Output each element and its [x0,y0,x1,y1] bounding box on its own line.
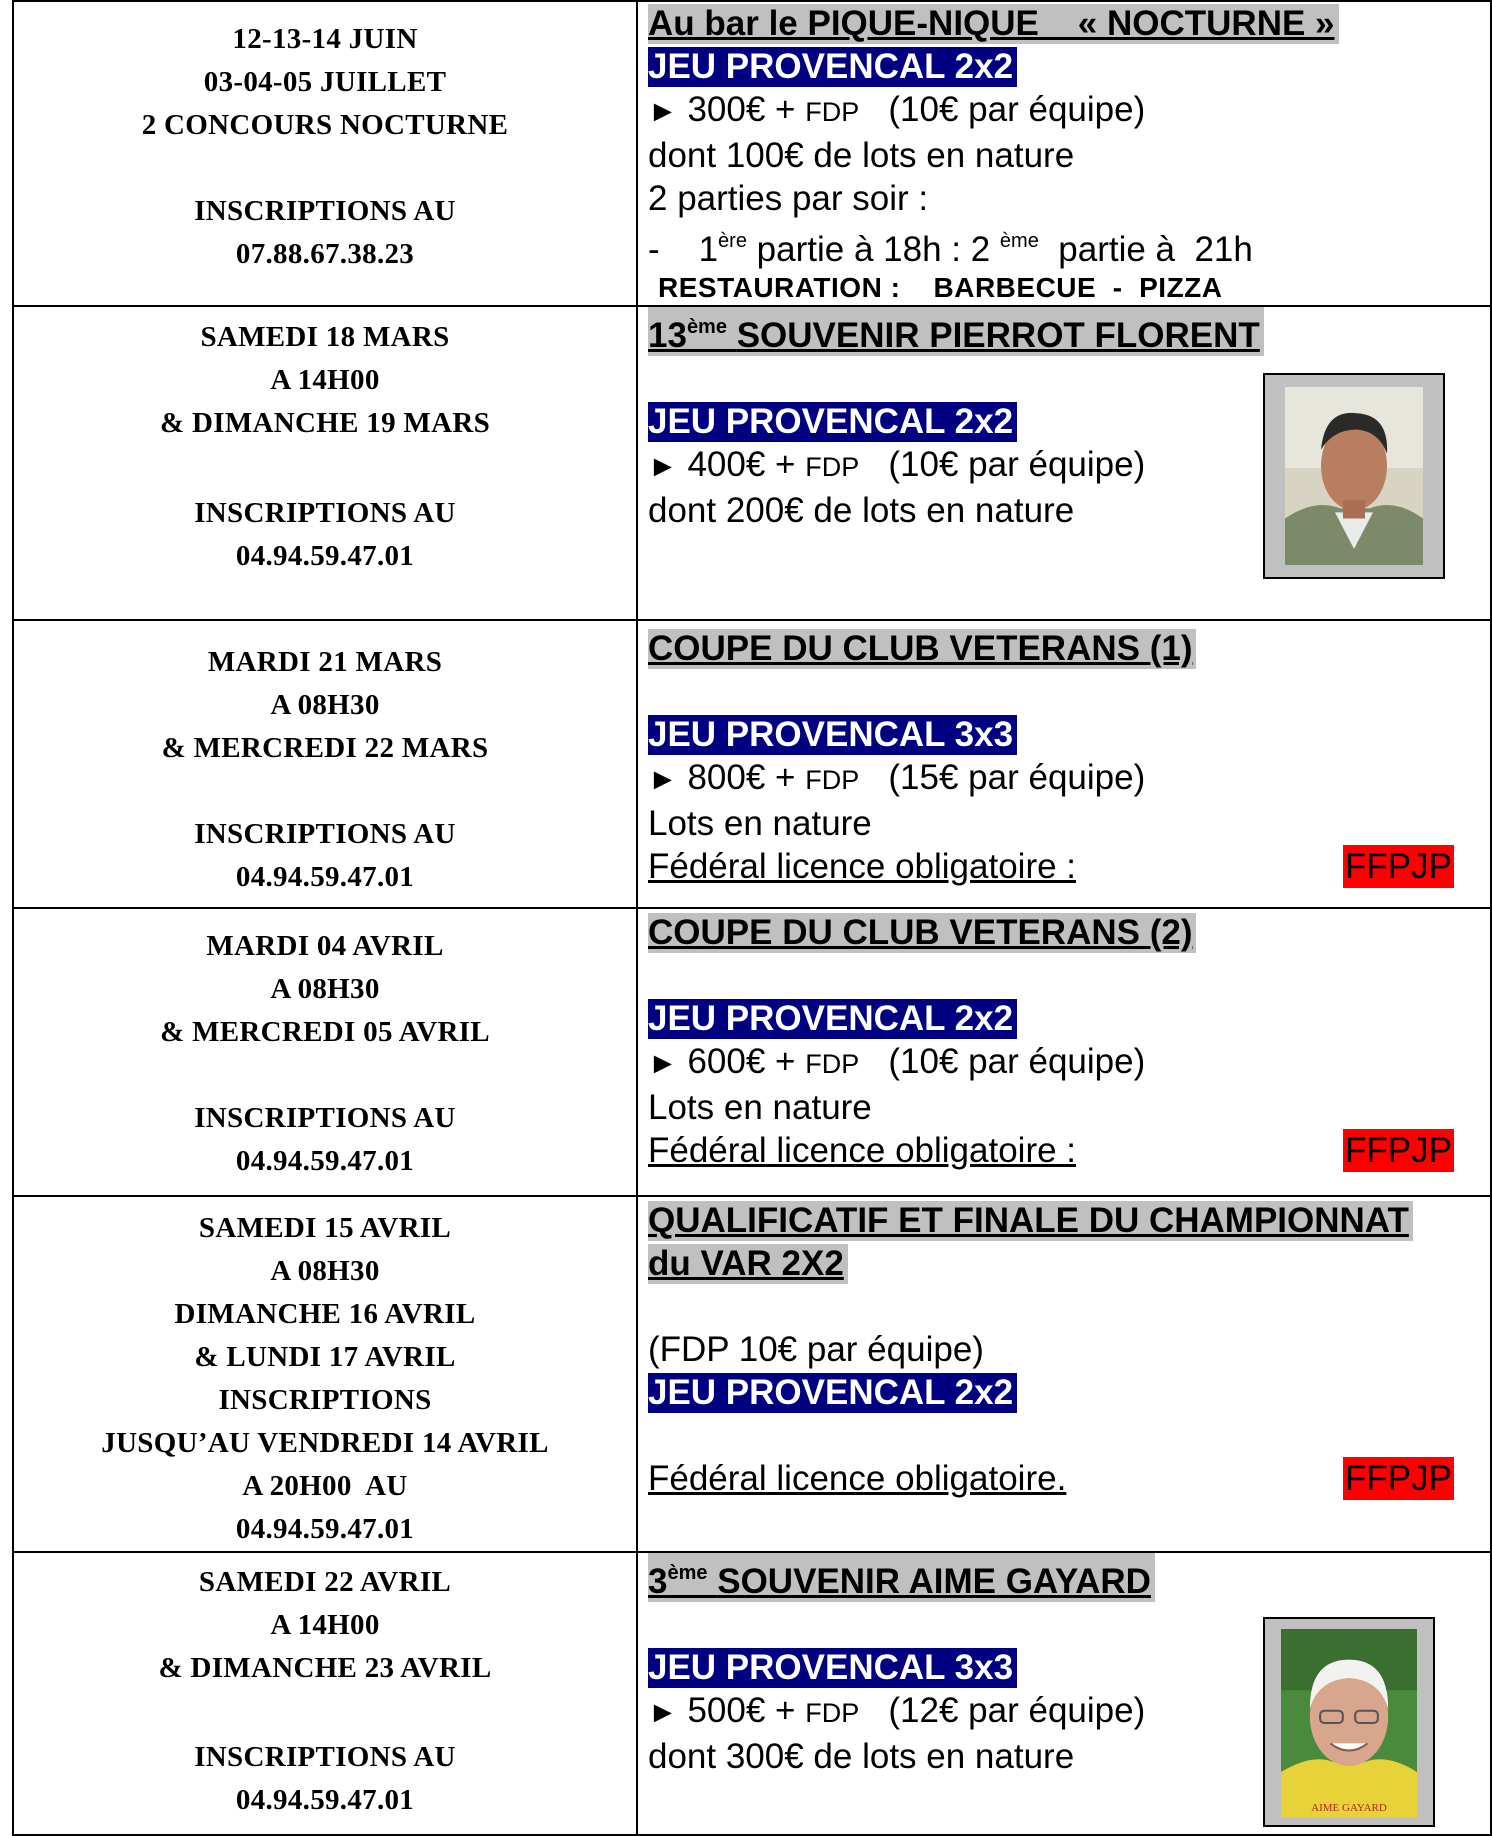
fdp-label: FDP [805,97,860,127]
event-details-cell: COUPE DU CLUB VETERANS (1) JEU PROVENCAL 3x3 ► 800€ + FDP (15€ par équipe) Lots en nature Fédéral licence obligatoire : FFPJP [637,620,1491,908]
table-row [13,306,1491,620]
arrow-right-icon: ► [648,1696,678,1729]
prize-amount: 800€ [687,758,766,797]
inscriptions-label: INSCRIPTIONS AU [194,1102,456,1134]
inscriptions-label: INSCRIPTIONS AU [194,1741,456,1773]
event-title: QUALIFICATIF ET FINALE DU CHAMPIONNAT [648,1201,1413,1241]
portrait-photo [1263,1617,1435,1827]
game-type-badge: JEU PROVENCAL 2x2 [648,402,1017,442]
ordinal-number: 1 [698,230,719,269]
phone-number: 04.94.59.47.01 [235,861,415,893]
date-line: A 14H00 [270,364,380,396]
ordinal-number: 2 [970,230,991,269]
event-details-cell: 13ème SOUVENIR PIERROT FLORENT JEU PROVENCAL 2x2 ► 400€ + FDP (10€ par équipe) dont 200€ de lots en nature [637,306,1491,620]
event-dates-cell [13,1196,637,1552]
fdp-label: FDP [805,1049,860,1079]
event-dates-cell [13,620,637,908]
inscriptions-label: INSCRIPTIONS AU [194,195,456,227]
phone-number: 04.94.59.47.01 [235,540,415,572]
event-details-cell: 3ème SOUVENIR AIME GAYARD JEU PROVENCAL 3x3 ► 500€ + FDP (12€ par équipe) dont 300€ de lots en nature AIME GAYARD [637,1552,1491,1835]
ordinal-suffix: ème [999,230,1039,252]
date-line: & DIMANCHE 19 MARS [159,407,491,439]
event-details-cell [637,1196,1491,1552]
detail-line: Lots en nature [648,804,872,843]
table-row [13,1552,1491,1835]
prize-amount: 400€ [687,445,766,484]
event-dates-cell [13,306,637,620]
date-line: A 08H30 [270,689,380,721]
detail-line: dont 300€ de lots en nature [648,1737,1075,1776]
event-details-cell: COUPE DU CLUB VETERANS (2) JEU PROVENCAL 2x2 ► 600€ + FDP (10€ par équipe) Lots en nature Fédéral licence obligatoire : FFPJP [637,908,1491,1196]
portrait-photo [1263,373,1445,579]
fdp-label: FDP [805,765,860,795]
event-dates-cell [13,1,637,306]
inscriptions-label: INSCRIPTIONS AU [194,818,456,850]
arrow-right-icon: ► [648,95,678,128]
event-title: 3ème SOUVENIR AIME GAYARD [648,1553,1155,1602]
list-dash: - [648,230,660,269]
date-line: 2 CONCOURS NOCTURNE [141,109,509,141]
game-type-badge: JEU PROVENCAL 2x2 [648,47,1017,87]
event-title: COUPE DU CLUB VETERANS (2) [648,913,1196,953]
date-line: & DIMANCHE 23 AVRIL [158,1652,492,1684]
date-line: SAMEDI 18 MARS [200,321,450,353]
event-title: 13ème SOUVENIR PIERROT FLORENT [648,307,1264,356]
table-row [13,908,1491,1196]
event-title-line2: du VAR 2X2 [648,1244,848,1284]
phone-number: 07.88.67.38.23 [235,238,415,270]
detail-line: dont 200€ de lots en nature [648,491,1075,530]
event-title: Au bar le PIQUE-NIQUE « NOCTURNE » [648,4,1339,44]
prize-amount: 300€ [687,90,766,129]
game-type-badge: JEU PROVENCAL 2x2 [648,1373,1017,1413]
licence-note: Fédéral licence obligatoire. [648,1459,1067,1498]
phone-number: 04.94.59.47.01 [235,1513,415,1545]
deadline-line: JUSQU’AU VENDREDI 14 AVRIL [101,1427,549,1459]
arrow-right-icon: ► [648,763,678,796]
ffpjp-badge: FFPJP [1345,1459,1452,1498]
ordinal-suffix: ère [718,230,747,252]
date-line: DIMANCHE 16 AVRIL [174,1298,476,1330]
prize-amount: 600€ [687,1042,766,1081]
restauration-line: RESTAURATION : BARBECUE - PIZZA [658,272,1223,303]
fdp-label: FDP [805,452,860,482]
events-table [12,0,1492,1836]
date-line: A 08H30 [270,973,380,1005]
event-title: COUPE DU CLUB VETERANS (1) [648,629,1196,669]
date-line: MARDI 04 AVRIL [206,930,444,962]
prize-amount: 500€ [687,1691,766,1730]
game-type-badge: JEU PROVENCAL 3x3 [648,1648,1017,1688]
event-details-cell: Au bar le PIQUE-NIQUE « NOCTURNE » JEU PROVENCAL 2x2 ► 300€ + FDP (10€ par équipe) dont 100€ de lots en nature 2 parties par soir : - 1ère partie à 18h : 2 $^{ème}$ partie à 21h RESTAURATION : BARBECUE - PIZZA [637,1,1491,306]
ffpjp-badge: FFPJP [1345,1131,1452,1170]
date-line: A 14H00 [270,1609,380,1641]
arrow-right-icon: ► [648,1047,678,1080]
detail-line: Lots en nature [648,1088,872,1127]
detail-line: 2 parties par soir : [648,179,929,218]
entry-fee: (10€ par équipe) [888,90,1146,129]
phone-number: 04.94.59.47.01 [235,1145,415,1177]
inscriptions-label: INSCRIPTIONS AU [194,497,456,529]
date-line: SAMEDI 22 AVRIL [198,1566,452,1598]
date-line: SAMEDI 15 AVRIL [198,1212,452,1244]
date-line: A 08H30 [270,1255,380,1287]
table-row [13,1196,1491,1552]
date-line: & LUNDI 17 AVRIL [194,1341,456,1373]
entry-fee: (10€ par équipe) [888,445,1146,484]
fdp-line: (FDP 10€ par équipe) [648,1330,984,1369]
entry-fee: (15€ par équipe) [888,758,1146,797]
event-dates-cell [13,908,637,1196]
date-line: 03-04-05 JUILLET [203,66,447,98]
arrow-right-icon: ► [648,450,678,483]
entry-fee: (10€ par équipe) [888,1042,1146,1081]
date-line: & MERCREDI 05 AVRIL [160,1016,490,1048]
inscriptions-label: INSCRIPTIONS [218,1384,432,1416]
date-line: MARDI 21 MARS [207,646,443,678]
game-time: partie à 18h : [756,230,961,269]
date-line: 12-13-14 JUIN [232,23,418,55]
licence-note: Fédéral licence obligatoire : [648,1131,1077,1170]
detail-line: dont 100€ de lots en nature [648,136,1075,175]
phone-number: 04.94.59.47.01 [235,1784,415,1816]
entry-fee: (12€ par équipe) [888,1691,1146,1730]
game-type-badge: JEU PROVENCAL 2x2 [648,999,1017,1039]
game-type-badge: JEU PROVENCAL 3x3 [648,715,1017,755]
game-time: partie à 21h [1058,230,1253,269]
event-dates-cell [13,1552,637,1835]
table-row [13,1,1491,306]
fdp-label: FDP [805,1698,860,1728]
licence-note: Fédéral licence obligatoire : [648,847,1077,886]
deadline-line: A 20H00 AU [242,1470,408,1502]
photo-caption: AIME GAYARD [1281,1802,1417,1815]
date-line: & MERCREDI 22 MARS [161,732,489,764]
ffpjp-badge: FFPJP [1345,847,1452,886]
table-row [13,620,1491,908]
